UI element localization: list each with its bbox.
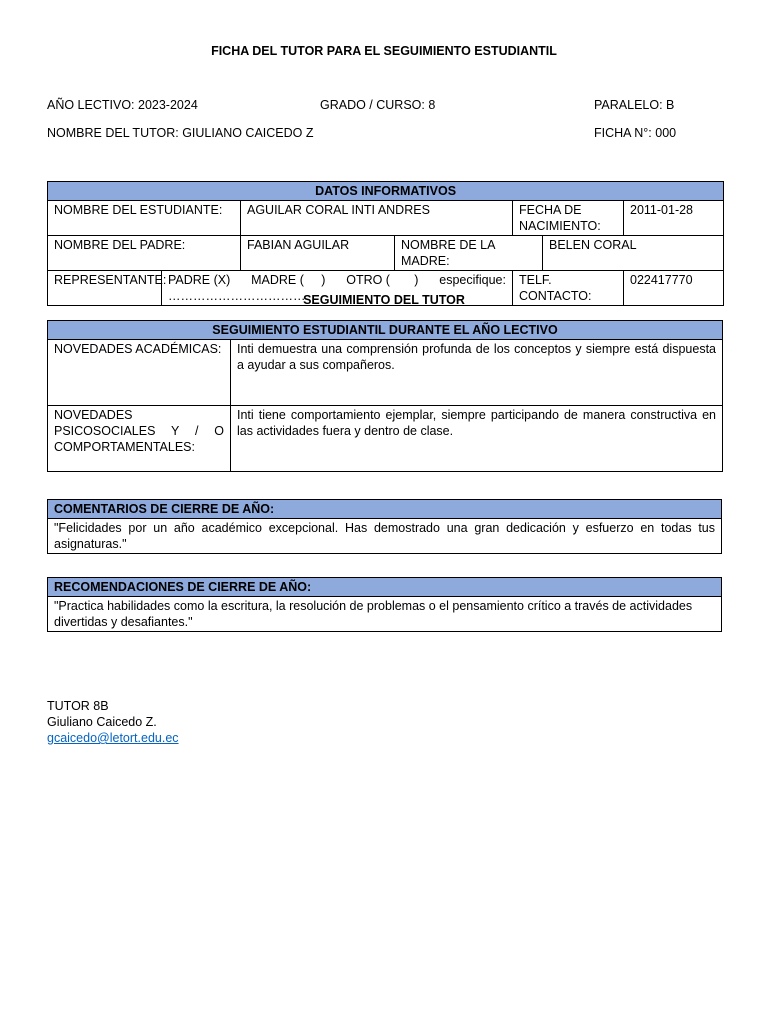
comentarios-table (47, 499, 722, 554)
recomendaciones-text: "Practica habilidades como la escritura, la resolución de problemas o el pensamiento crítico a través de actividades divertidas y desafiantes." (48, 597, 722, 632)
paralelo: PARALELO: B (594, 98, 675, 112)
rep-otro: OTRO ( ) (346, 273, 419, 287)
comentarios-text: "Felicidades por un año académico excepcional. Has demostrado una gran dedicación y esfuerzo en todas tus asignaturas." (48, 519, 722, 554)
representante-label: REPRESENTANTE: (48, 271, 162, 306)
datos-informativos-table (47, 181, 724, 306)
rep-padre: PADRE (X) (168, 273, 231, 287)
estudiante-label: NOMBRE DEL ESTUDIANTE: (48, 201, 241, 236)
nacimiento-value: 2011-01-28 (624, 201, 724, 236)
telf-label: TELF. CONTACTO: (513, 271, 624, 306)
padre-label: NOMBRE DEL PADRE: (48, 236, 241, 271)
academicas-label: NOVEDADES ACADÉMICAS: (48, 340, 231, 406)
seguimiento-title: SEGUIMIENTO DEL TUTOR (303, 293, 465, 307)
firma-cargo: TUTOR 8B (47, 699, 109, 713)
academicas-value: Inti demuestra una comprensión profunda de los conceptos y siempre está dispuesta a ayudar a sus compañeros. (231, 340, 723, 406)
document-title: FICHA DEL TUTOR PARA EL SEGUIMIENTO ESTUDIANTIL (211, 44, 557, 58)
nombre-tutor: NOMBRE DEL TUTOR: GIULIANO CAICEDO Z (47, 126, 314, 140)
seguimiento-header: SEGUIMIENTO ESTUDIANTIL DURANTE EL AÑO LECTIVO (48, 321, 723, 340)
seguimiento-table (47, 320, 723, 472)
telf-value: 022417770 (624, 271, 724, 306)
madre-label: NOMBRE DE LA MADRE: (395, 236, 543, 271)
firma-nombre: Giuliano Caicedo Z. (47, 715, 157, 729)
firma-email-link[interactable]: gcaicedo@letort.edu.ec (47, 731, 179, 745)
padre-value: FABIAN AGUILAR (241, 236, 395, 271)
ficha-numero: FICHA N°: 000 (594, 126, 677, 140)
madre-value: BELEN CORAL (543, 236, 724, 271)
rep-especifique: especifique: (439, 273, 506, 287)
recomendaciones-table (47, 577, 722, 632)
rep-madre: MADRE ( ) (251, 273, 326, 287)
psico-value: Inti tiene comportamiento ejemplar, siempre participando de manera constructiva en las actividades fuera y dentro de clase. (231, 406, 723, 472)
psico-label: NOVEDADES PSICOSOCIALES Y / O COMPORTAMENTALES: (48, 406, 231, 472)
grado-curso: GRADO / CURSO: 8 (320, 98, 436, 112)
ano-lectivo: AÑO LECTIVO: 2023-2024 (47, 98, 198, 112)
nacimiento-label: FECHA DE NACIMIENTO: (513, 201, 624, 236)
estudiante-value: AGUILAR CORAL INTI ANDRES (241, 201, 513, 236)
rep-dots: …………………………… (168, 289, 306, 303)
datos-informativos-header: DATOS INFORMATIVOS (48, 182, 724, 201)
recomendaciones-header: RECOMENDACIONES DE CIERRE DE AÑO: (48, 578, 722, 597)
comentarios-header: COMENTARIOS DE CIERRE DE AÑO: (48, 500, 722, 519)
